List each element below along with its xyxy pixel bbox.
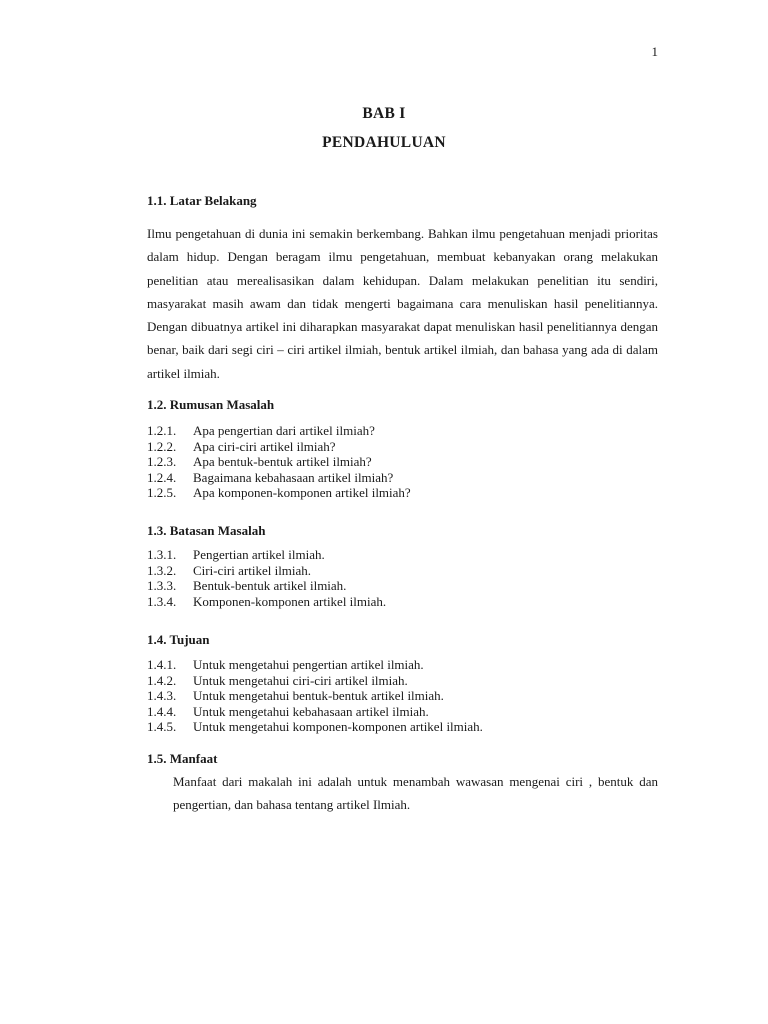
list-item	[147, 688, 483, 704]
section-heading-latar-belakang: 1.1. Latar Belakang	[147, 193, 257, 208]
list-item-number: 1.2.5.	[147, 485, 177, 501]
list-item-text: Komponen-komponen artikel ilmiah.	[193, 593, 387, 609]
list-item-number: 1.4.2.	[147, 672, 177, 688]
list-item-text: Apa pengertian dari artikel ilmiah?	[193, 423, 375, 438]
list-item-number: 1.4.5.	[147, 719, 177, 735]
list-item	[147, 594, 386, 610]
list-item	[147, 470, 411, 486]
list-item	[147, 485, 411, 501]
list-item	[147, 454, 411, 470]
list-item-number: 1.2.3.	[147, 454, 177, 470]
list-item-text: Untuk mengetahui pengertian artikel ilmiah.	[193, 657, 424, 672]
list-item-number: 1.4.4.	[147, 703, 177, 719]
list-rumusan-masalah	[147, 423, 411, 501]
list-item-number: 1.3.4.	[147, 593, 177, 609]
list-item-text: Untuk mengetahui bentuk-bentuk artikel ilmiah.	[193, 688, 444, 704]
list-item	[147, 673, 483, 689]
list-item-number: 1.3.2.	[147, 562, 177, 578]
list-item-text: Apa bentuk-bentuk artikel ilmiah?	[193, 454, 372, 470]
paragraph-manfaat: Manfaat dari makalah ini adalah untuk menambah wawasan mengenai ciri , bentuk dan pengertian, dan bahasa tentang artikel Ilmiah.	[173, 774, 658, 813]
list-item-text: Apa komponen-komponen artikel ilmiah?	[193, 485, 411, 501]
list-item	[147, 657, 483, 673]
list-item-number: 1.2.4.	[147, 469, 177, 485]
list-item-text: Ciri-ciri artikel ilmiah.	[193, 562, 312, 578]
chapter-title: PENDAHULUAN	[322, 134, 446, 151]
list-item-text: Bagaimana kebahasaan artikel ilmiah?	[193, 469, 394, 485]
list-item-number: 1.3.3.	[147, 578, 177, 594]
list-item	[147, 439, 411, 455]
list-item	[147, 563, 386, 579]
list-item	[147, 423, 411, 439]
list-item	[147, 704, 483, 720]
chapter-label: BAB I	[362, 105, 406, 122]
list-item-number: 1.2.1.	[147, 423, 177, 438]
list-item-text: Apa ciri-ciri artikel ilmiah?	[193, 438, 336, 454]
section-heading-batasan-masalah: 1.3. Batasan Masalah	[147, 523, 266, 538]
list-tujuan	[147, 657, 483, 735]
list-item-text: Untuk mengetahui ciri-ciri artikel ilmiah.	[193, 672, 408, 688]
list-batasan-masalah	[147, 547, 386, 609]
list-item-number: 1.3.1.	[147, 547, 177, 562]
list-item	[147, 578, 386, 594]
list-item-text: Untuk mengetahui kebahasaan artikel ilmiah.	[193, 703, 429, 719]
section-heading-rumusan-masalah: 1.2. Rumusan Masalah	[147, 397, 275, 412]
list-item-text: Untuk mengetahui komponen-komponen artikel ilmiah.	[193, 719, 483, 735]
list-item-text: Pengertian artikel ilmiah.	[193, 547, 325, 562]
list-item-number: 1.2.2.	[147, 438, 177, 454]
list-item-number: 1.4.1.	[147, 657, 177, 672]
list-item-text: Bentuk-bentuk artikel ilmiah.	[193, 578, 347, 594]
page-number: 1	[651, 44, 658, 59]
section-heading-manfaat: 1.5. Manfaat	[147, 751, 218, 766]
paragraph-latar-belakang: Ilmu pengetahuan di dunia ini semakin berkembang. Bahkan ilmu pengetahuan menjadi prioritas dalam hidup. Dengan beragam ilmu pengetahuan, membuat kebanyakan orang melakukan penelitian atau merealisasikan dalam kehidupan. Dalam melakukan penelitian itu sendiri, masyarakat masih awam dan tidak mengerti bagaimana cara menuliskan hasil penelitiannya. Dengan dibuatnya artikel ini diharapkan masyarakat dapat menuliskan hasil penelitiannya dengan benar, baik dari segi ciri – ciri artikel ilmiah, bentuk artikel ilmiah, dan bahasa yang ada di dalam artikel ilmiah.	[147, 226, 658, 381]
list-item	[147, 547, 386, 563]
section-heading-tujuan: 1.4. Tujuan	[147, 632, 210, 647]
list-item	[147, 719, 483, 735]
list-item-number: 1.4.3.	[147, 688, 177, 704]
